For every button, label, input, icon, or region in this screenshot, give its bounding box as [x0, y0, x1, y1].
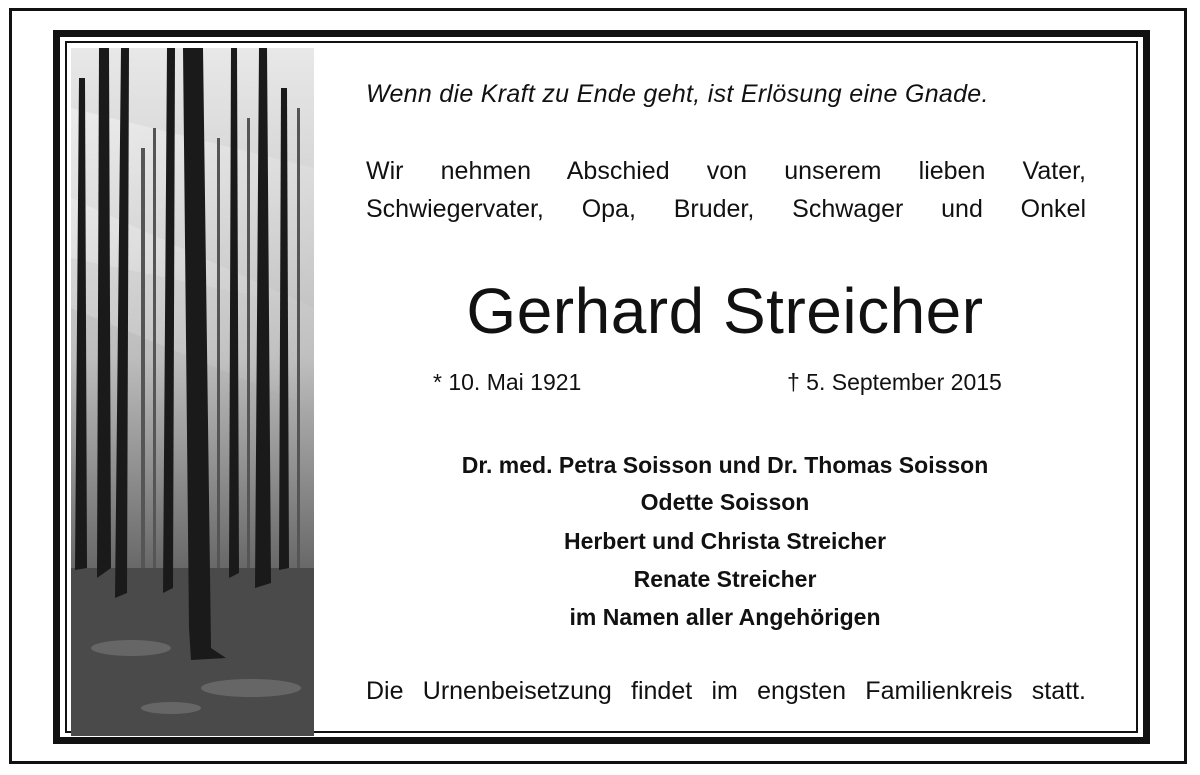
family-line: Dr. med. Petra Soisson und Dr. Thomas Soisson: [461, 452, 989, 478]
quote: Wenn die Kraft zu Ende geht, ist Erlösung eine Gnade.: [366, 80, 989, 108]
family-line: Odette Soisson: [640, 489, 810, 515]
birth-date: * 10. Mai 1921: [433, 369, 582, 395]
family-line: im Namen aller Angehörigen: [569, 604, 881, 630]
forest-photo: [71, 48, 314, 736]
intro-line-2: Schwiegervater, Opa, Bruder, Schwager und Onkel: [366, 195, 1086, 223]
family-line: Renate Streicher: [633, 566, 817, 592]
death-date: † 5. September 2015: [787, 369, 1002, 395]
family-line: Herbert und Christa Streicher: [563, 528, 887, 554]
intro-line-1: Wir nehmen Abschied von unserem lieben Vater,: [366, 157, 1086, 185]
forest-illustration: [71, 48, 314, 736]
closing-note: Die Urnenbeisetzung findet im engsten Familienkreis statt.: [366, 677, 1086, 705]
deceased-name: Gerhard Streicher: [466, 275, 984, 347]
